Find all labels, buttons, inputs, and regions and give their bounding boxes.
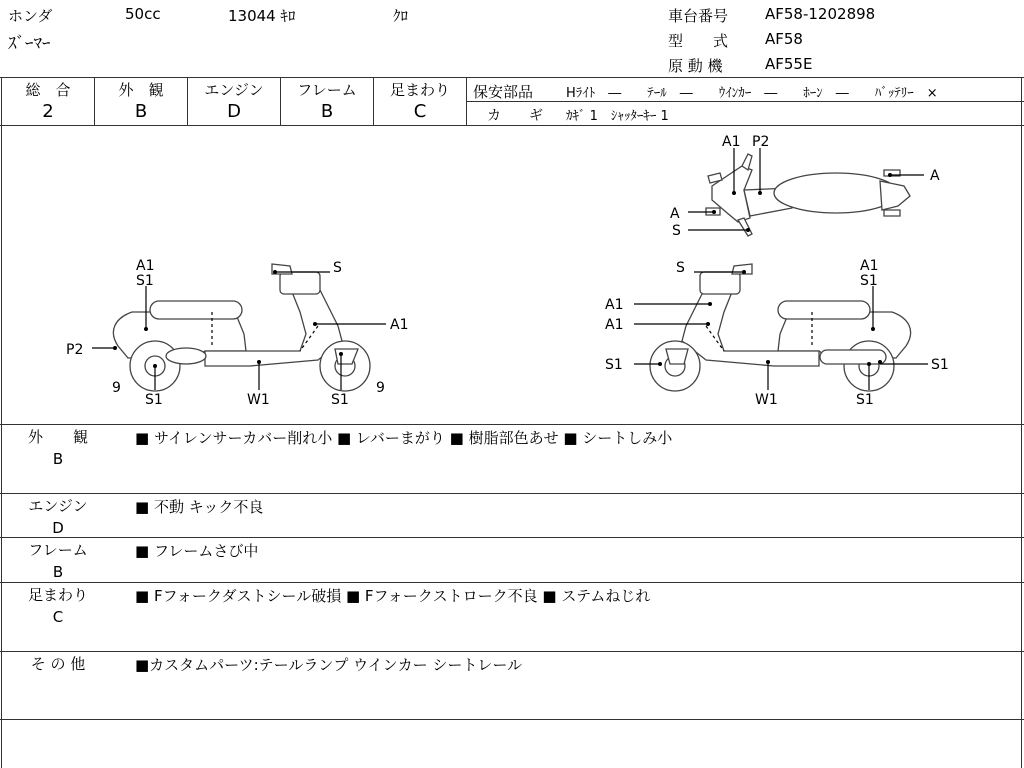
grade-engine (188, 79, 280, 122)
divider (0, 77, 1024, 78)
divider (0, 719, 1024, 720)
frame-no-label: 車台番号 (668, 7, 729, 25)
diagram-label: 9 (112, 380, 121, 396)
engine-value: AF55E (765, 55, 813, 73)
grade-value: D (227, 101, 241, 122)
type-label: 型 式 (668, 32, 729, 50)
diagram-label: S1 (860, 273, 878, 289)
grade-appearance (95, 79, 187, 122)
key-label: カ ギ (487, 108, 543, 124)
detail-text-engine: ■ 不動 キック不良 (135, 498, 264, 516)
scooter-right-view (605, 258, 949, 408)
detail-label-engine: エンジン D (28, 497, 88, 537)
diagram-label: S1 (605, 357, 623, 373)
detail-text-other: ■カスタムパーツ:テールランプ ウインカー シートレール (135, 656, 523, 674)
displacement: 50cc (125, 5, 161, 23)
color: ｸﾛ (393, 7, 409, 25)
diagram-label: S1 (145, 392, 163, 408)
key-value: ｶｷﾞ 1 ｼｬｯﾀｰｷｰ 1 (566, 109, 669, 124)
grade-value: 2 (42, 101, 54, 122)
grade-value: C (413, 101, 427, 122)
diagram-label: 9 (376, 380, 385, 396)
diagram-label: P2 (66, 342, 84, 358)
grade-value: B (134, 101, 148, 122)
detail-label-frame: フレーム B (28, 541, 88, 581)
diagram-label: S1 (331, 392, 349, 408)
grade-suspension (374, 79, 466, 122)
diagram-label: A1 (605, 317, 624, 333)
divider (0, 651, 1024, 652)
grade-overall (2, 79, 94, 122)
diagram-label: S1 (931, 357, 949, 373)
grade-label: 足まわり (389, 81, 450, 99)
grade-label: 総 合 (25, 81, 71, 99)
engine-label: 原 動 機 (668, 57, 723, 75)
diagram-label: S1 (856, 392, 874, 408)
divider (0, 582, 1024, 583)
detail-label-appearance: 外 観 B (27, 428, 88, 468)
grade-label: 外 観 (118, 81, 164, 99)
diagram-label: A1 (136, 258, 155, 274)
diagram-label: A1 (722, 134, 741, 150)
diagram-label: S1 (136, 273, 154, 289)
diagram-label: S (672, 223, 681, 239)
scooter-left-view (66, 258, 408, 408)
grade-frame (281, 79, 373, 122)
damage-diagram (0, 126, 1024, 424)
divider (0, 537, 1024, 538)
type-value: AF58 (765, 30, 803, 48)
detail-text-appearance: ■ サイレンサーカバー削れ小 ■ レバーまがり ■ 樹脂部色あせ ■ シートしみ小 (135, 429, 673, 447)
grade-value: B (320, 101, 334, 122)
grade-label: エンジン (204, 81, 264, 99)
model-name: ｽﾞｰﾏｰ (8, 34, 51, 54)
diagram-label: A (670, 206, 680, 222)
frame-no: AF58-1202898 (765, 5, 876, 23)
diagram-label: W1 (247, 392, 270, 408)
scooter-top-view (670, 134, 940, 239)
detail-label-suspension: 足まわり C (27, 586, 88, 626)
mileage: 13044 ｷﾛ (228, 7, 296, 25)
grade-label: フレーム (297, 81, 357, 99)
diagram-label: A (930, 168, 940, 184)
diagram-label: A1 (390, 317, 409, 333)
divider (467, 101, 1024, 102)
safety-title: 保安部品 (473, 83, 534, 101)
diagram-label: S (333, 260, 342, 276)
detail-text-frame: ■ フレームさび中 (135, 542, 259, 560)
diagram-label: A1 (860, 258, 879, 274)
divider (466, 77, 467, 125)
diagram-label: S (676, 260, 685, 276)
diagram-label: P2 (752, 134, 770, 150)
divider (0, 424, 1024, 425)
diagram-label: A1 (605, 297, 624, 313)
detail-text-suspension: ■ Fフォークダストシール破損 ■ Fフォークストローク不良 ■ ステムねじれ (135, 587, 651, 605)
maker: ホンダ (8, 7, 53, 25)
divider (0, 493, 1024, 494)
safety-items: Hﾗｲﾄ ― ﾃｰﾙ ― ｳｲﾝｶｰ ― ﾎｰﾝ ― ﾊﾞｯﾃﾘｰ × (566, 86, 938, 101)
detail-label-other: そ の 他 (30, 655, 86, 673)
diagram-label: W1 (755, 392, 778, 408)
